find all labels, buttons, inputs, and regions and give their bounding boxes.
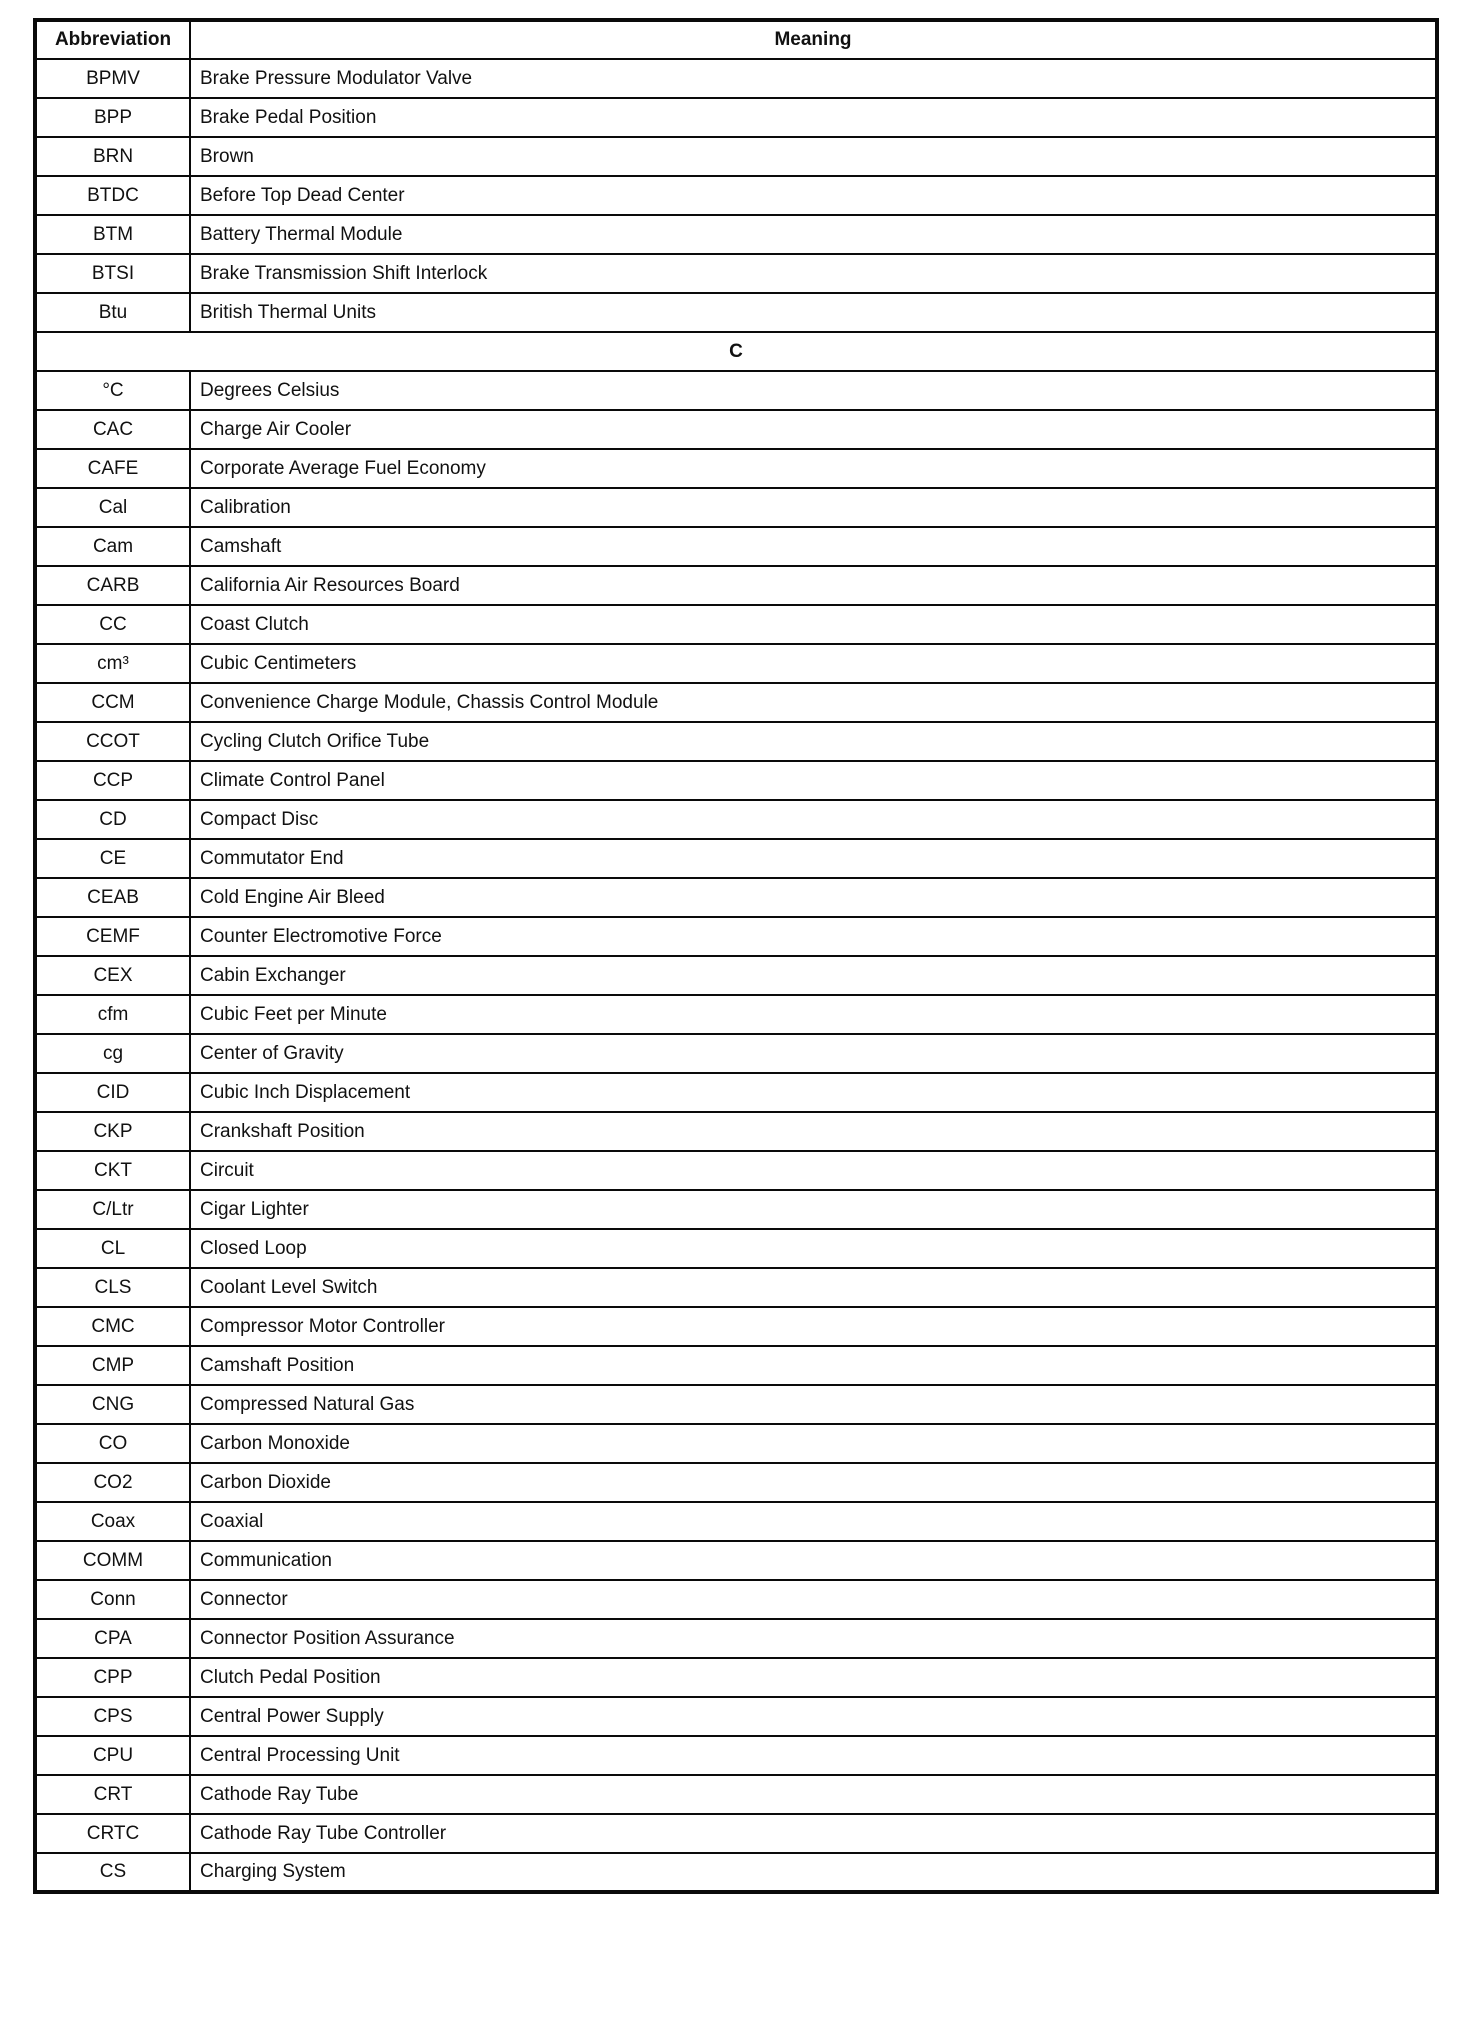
meaning-cell: Brake Pedal Position [190, 98, 1437, 137]
table-row [35, 1229, 1437, 1268]
abbreviation-cell: Cal [35, 488, 190, 527]
abbreviation-cell: BTM [35, 215, 190, 254]
abbreviation-table [33, 18, 1439, 1894]
table-row [35, 1697, 1437, 1736]
abbreviation-cell: CC [35, 605, 190, 644]
abbreviation-cell: C/Ltr [35, 1190, 190, 1229]
meaning-cell: Crankshaft Position [190, 1112, 1437, 1151]
section-label: C [35, 332, 1437, 371]
abbreviation-cell: CCP [35, 761, 190, 800]
table-row [35, 527, 1437, 566]
meaning-cell: Coast Clutch [190, 605, 1437, 644]
meaning-cell: Cubic Centimeters [190, 644, 1437, 683]
abbreviation-cell: CPA [35, 1619, 190, 1658]
abbreviation-cell: CEAB [35, 878, 190, 917]
meaning-column-header: Meaning [190, 20, 1437, 59]
abbreviation-cell: Btu [35, 293, 190, 332]
table-row [35, 995, 1437, 1034]
abbreviation-cell: Coax [35, 1502, 190, 1541]
table-row [35, 59, 1437, 98]
table-row [35, 1853, 1437, 1892]
table-row [35, 1034, 1437, 1073]
table-row [35, 1112, 1437, 1151]
meaning-cell: Convenience Charge Module, Chassis Control Module [190, 683, 1437, 722]
table-row [35, 566, 1437, 605]
meaning-cell: Counter Electromotive Force [190, 917, 1437, 956]
abbreviation-cell: COMM [35, 1541, 190, 1580]
abbreviation-cell: Cam [35, 527, 190, 566]
abbreviation-column-header: Abbreviation [35, 20, 190, 59]
abbreviation-cell: CNG [35, 1385, 190, 1424]
table-row [35, 1775, 1437, 1814]
abbreviation-cell: CCOT [35, 722, 190, 761]
table-row [35, 371, 1437, 410]
abbreviation-cell: CLS [35, 1268, 190, 1307]
abbreviation-cell: CEX [35, 956, 190, 995]
meaning-cell: Cubic Feet per Minute [190, 995, 1437, 1034]
table-row [35, 1268, 1437, 1307]
table-row [35, 1541, 1437, 1580]
table-row [35, 839, 1437, 878]
meaning-cell: Compressed Natural Gas [190, 1385, 1437, 1424]
meaning-cell: Brake Transmission Shift Interlock [190, 254, 1437, 293]
abbreviation-cell: CD [35, 800, 190, 839]
meaning-cell: Cathode Ray Tube [190, 1775, 1437, 1814]
meaning-cell: Closed Loop [190, 1229, 1437, 1268]
abbreviation-cell: °C [35, 371, 190, 410]
abbreviation-cell: CMC [35, 1307, 190, 1346]
meaning-cell: Corporate Average Fuel Economy [190, 449, 1437, 488]
table-row [35, 254, 1437, 293]
meaning-cell: Center of Gravity [190, 1034, 1437, 1073]
abbreviation-cell: CE [35, 839, 190, 878]
table-row [35, 449, 1437, 488]
table-row [35, 1814, 1437, 1853]
table-row [35, 1190, 1437, 1229]
table-row [35, 1619, 1437, 1658]
header-row [35, 20, 1437, 59]
meaning-cell: Brown [190, 137, 1437, 176]
table-row [35, 137, 1437, 176]
table-row [35, 1658, 1437, 1697]
meaning-cell: Carbon Dioxide [190, 1463, 1437, 1502]
meaning-cell: Camshaft Position [190, 1346, 1437, 1385]
table-row [35, 293, 1437, 332]
meaning-cell: California Air Resources Board [190, 566, 1437, 605]
table-row [35, 1424, 1437, 1463]
table-row [35, 1346, 1437, 1385]
meaning-cell: Before Top Dead Center [190, 176, 1437, 215]
abbreviation-cell: CCM [35, 683, 190, 722]
table-row [35, 917, 1437, 956]
meaning-cell: Camshaft [190, 527, 1437, 566]
abbreviation-cell: CAFE [35, 449, 190, 488]
abbreviation-cell: CPP [35, 1658, 190, 1697]
table-row [35, 1307, 1437, 1346]
meaning-cell: Compressor Motor Controller [190, 1307, 1437, 1346]
table-row [35, 605, 1437, 644]
meaning-cell: Charge Air Cooler [190, 410, 1437, 449]
section-row [35, 332, 1437, 371]
abbreviation-cell: CAC [35, 410, 190, 449]
abbreviation-cell: BTSI [35, 254, 190, 293]
meaning-cell: Central Processing Unit [190, 1736, 1437, 1775]
abbreviation-cell: BPP [35, 98, 190, 137]
meaning-cell: Degrees Celsius [190, 371, 1437, 410]
meaning-cell: Cycling Clutch Orifice Tube [190, 722, 1437, 761]
table-row [35, 1736, 1437, 1775]
meaning-cell: Charging System [190, 1853, 1437, 1892]
table-row [35, 956, 1437, 995]
table-row [35, 644, 1437, 683]
abbreviation-cell: CRT [35, 1775, 190, 1814]
meaning-cell: Cold Engine Air Bleed [190, 878, 1437, 917]
table-row [35, 98, 1437, 137]
table-row [35, 683, 1437, 722]
meaning-cell: Cigar Lighter [190, 1190, 1437, 1229]
meaning-cell: British Thermal Units [190, 293, 1437, 332]
meaning-cell: Circuit [190, 1151, 1437, 1190]
meaning-cell: Central Power Supply [190, 1697, 1437, 1736]
abbreviation-cell: BTDC [35, 176, 190, 215]
table-row [35, 1502, 1437, 1541]
abbreviation-cell: CPU [35, 1736, 190, 1775]
abbreviation-cell: CMP [35, 1346, 190, 1385]
table-row [35, 488, 1437, 527]
table-row [35, 722, 1437, 761]
abbreviation-cell: cfm [35, 995, 190, 1034]
abbreviation-cell: cg [35, 1034, 190, 1073]
table-row [35, 1385, 1437, 1424]
table-row [35, 215, 1437, 254]
abbreviation-cell: CRTC [35, 1814, 190, 1853]
table-row [35, 761, 1437, 800]
meaning-cell: Cathode Ray Tube Controller [190, 1814, 1437, 1853]
meaning-cell: Communication [190, 1541, 1437, 1580]
abbreviation-cell: BRN [35, 137, 190, 176]
table-row [35, 176, 1437, 215]
meaning-cell: Carbon Monoxide [190, 1424, 1437, 1463]
meaning-cell: Clutch Pedal Position [190, 1658, 1437, 1697]
meaning-cell: Connector [190, 1580, 1437, 1619]
table-row [35, 878, 1437, 917]
abbreviation-cell: CKT [35, 1151, 190, 1190]
table-row [35, 410, 1437, 449]
abbreviation-cell: cm³ [35, 644, 190, 683]
abbreviation-cell: CARB [35, 566, 190, 605]
table-body [35, 59, 1437, 1892]
abbreviation-cell: CPS [35, 1697, 190, 1736]
meaning-cell: Cubic Inch Displacement [190, 1073, 1437, 1112]
meaning-cell: Cabin Exchanger [190, 956, 1437, 995]
abbreviation-cell: CKP [35, 1112, 190, 1151]
abbreviation-cell: Conn [35, 1580, 190, 1619]
abbreviation-cell: CS [35, 1853, 190, 1892]
meaning-cell: Brake Pressure Modulator Valve [190, 59, 1437, 98]
abbreviation-cell: BPMV [35, 59, 190, 98]
table-row [35, 1073, 1437, 1112]
meaning-cell: Battery Thermal Module [190, 215, 1437, 254]
meaning-cell: Coolant Level Switch [190, 1268, 1437, 1307]
meaning-cell: Calibration [190, 488, 1437, 527]
meaning-cell: Connector Position Assurance [190, 1619, 1437, 1658]
meaning-cell: Compact Disc [190, 800, 1437, 839]
table-row [35, 1463, 1437, 1502]
abbreviation-cell: CEMF [35, 917, 190, 956]
meaning-cell: Climate Control Panel [190, 761, 1437, 800]
abbreviation-cell: CID [35, 1073, 190, 1112]
table-row [35, 800, 1437, 839]
meaning-cell: Coaxial [190, 1502, 1437, 1541]
meaning-cell: Commutator End [190, 839, 1437, 878]
abbreviation-cell: CO [35, 1424, 190, 1463]
table-row [35, 1151, 1437, 1190]
abbreviation-cell: CO2 [35, 1463, 190, 1502]
abbreviation-cell: CL [35, 1229, 190, 1268]
table-row [35, 1580, 1437, 1619]
